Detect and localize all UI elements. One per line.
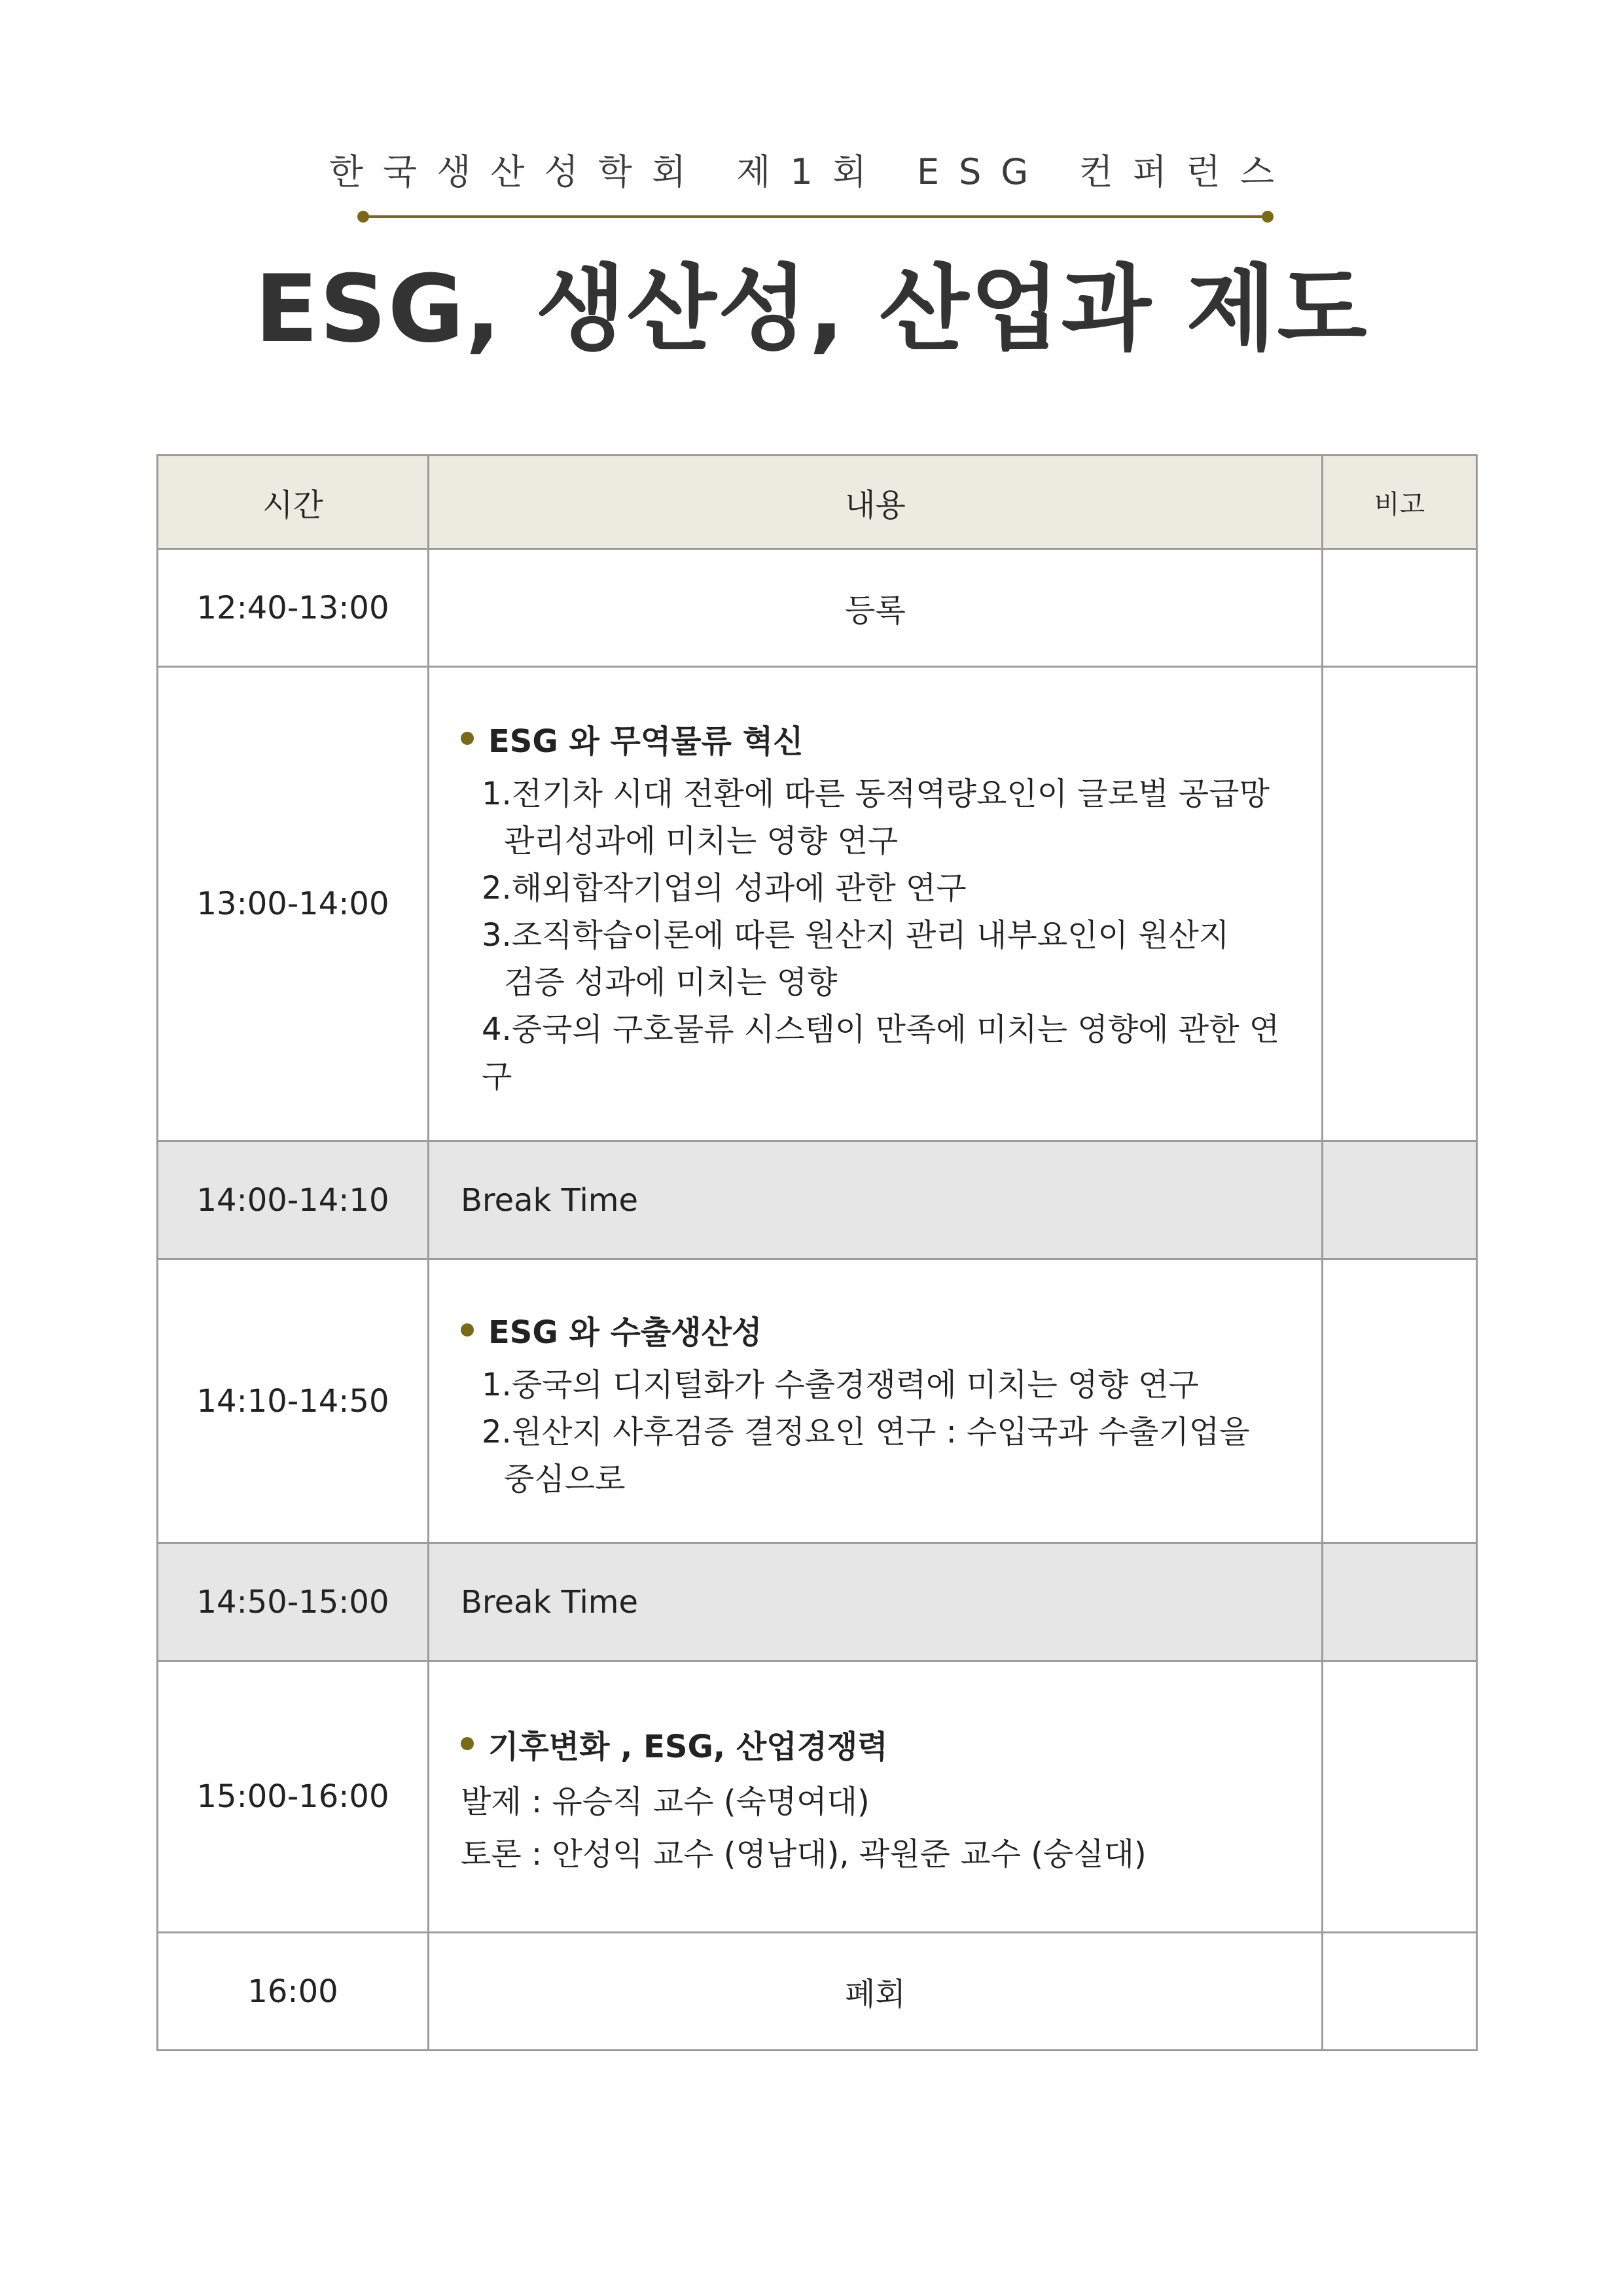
session-heading-text: ESG 와 무역물류 혁신 bbox=[488, 723, 804, 760]
table-row bbox=[158, 549, 1477, 667]
item-line: 2.원산지 사후검증 결정요인 연구 : 수입국과 수출기업을 bbox=[482, 1414, 1250, 1450]
presenter-line: 발제 : 유승직 교수 (숙명여대) bbox=[461, 1783, 870, 1820]
discussant-line: 토론 : 안성익 교수 (영남대), 곽원준 교수 (숭실대) bbox=[461, 1835, 1147, 1873]
table-row bbox=[158, 1259, 1477, 1543]
list-item bbox=[482, 1006, 1308, 1100]
content-cell: 등록 bbox=[429, 549, 1323, 667]
session-heading bbox=[461, 1307, 1308, 1352]
time-cell: 14:00-14:10 bbox=[158, 1141, 429, 1259]
time-cell: 12:40-13:00 bbox=[158, 549, 429, 667]
divider-dot-right bbox=[1262, 211, 1274, 223]
item-line: 관리성과에 미치는 영향 연구 bbox=[504, 822, 899, 859]
item-line: 2.해외합작기업의 성과에 관한 연구 bbox=[482, 869, 967, 906]
item-line: 검증 성과에 미치는 영향 bbox=[504, 963, 838, 1001]
note-cell bbox=[1323, 1661, 1477, 1933]
item-line: 중심으로 bbox=[504, 1461, 626, 1498]
header-time: 시간 bbox=[158, 456, 429, 549]
time-cell: 14:10-14:50 bbox=[158, 1259, 429, 1543]
bullet-icon bbox=[461, 732, 474, 745]
item-line: 1.전기차 시대 전환에 따른 동적역량요인이 글로벌 공급망 bbox=[482, 775, 1270, 812]
bullet-icon bbox=[461, 1737, 474, 1750]
table-row bbox=[158, 1141, 1477, 1259]
session-heading-text: ESG 와 수출생산성 bbox=[488, 1314, 762, 1351]
session-heading bbox=[461, 716, 1308, 761]
list-item bbox=[482, 865, 1308, 912]
schedule-table bbox=[156, 454, 1478, 2051]
table-row bbox=[158, 1933, 1477, 2051]
note-cell bbox=[1323, 1141, 1477, 1259]
conference-subtitle: 한국생산성학회 제1회 ESG 컨퍼런스 bbox=[329, 151, 1294, 192]
item-line: 4.중국의 구호물류 시스템이 만족에 미치는 영향에 관한 연구 bbox=[482, 1011, 1280, 1095]
bullet-icon bbox=[461, 1323, 474, 1336]
time-cell: 15:00-16:00 bbox=[158, 1661, 429, 1933]
content-cell: Break Time bbox=[429, 1141, 1323, 1259]
content-cell bbox=[429, 1661, 1323, 1933]
note-cell bbox=[1323, 667, 1477, 1141]
table-row bbox=[158, 667, 1477, 1141]
list-item bbox=[482, 1408, 1308, 1503]
note-cell bbox=[1323, 549, 1477, 667]
time-cell: 13:00-14:00 bbox=[158, 667, 429, 1141]
list-item bbox=[482, 1361, 1308, 1408]
note-cell bbox=[1323, 1543, 1477, 1661]
list-item bbox=[482, 770, 1308, 865]
content-cell: 폐회 bbox=[429, 1933, 1323, 2051]
content-cell: Break Time bbox=[429, 1543, 1323, 1661]
session-heading bbox=[461, 1721, 1308, 1767]
session-heading-text: 기후변화 , ESG, 산업경쟁력 bbox=[488, 1728, 888, 1765]
table-row bbox=[158, 1661, 1477, 1933]
note-cell bbox=[1323, 1933, 1477, 2051]
header-content: 내용 bbox=[429, 456, 1323, 549]
time-cell: 14:50-15:00 bbox=[158, 1543, 429, 1661]
time-cell: 16:00 bbox=[158, 1933, 429, 2051]
content-cell bbox=[429, 1259, 1323, 1543]
list-item bbox=[482, 912, 1308, 1006]
note-cell bbox=[1323, 1259, 1477, 1543]
title-divider bbox=[364, 215, 1267, 218]
item-line: 1.중국의 디지털화가 수출경쟁력에 미치는 영향 연구 bbox=[482, 1367, 1199, 1403]
item-line: 3.조직학습이론에 따른 원산지 관리 내부요인이 원산지 bbox=[482, 916, 1230, 954]
header-note: 비고 bbox=[1323, 456, 1477, 549]
table-row bbox=[158, 1543, 1477, 1661]
table-header-row bbox=[158, 456, 1477, 549]
content-cell bbox=[429, 667, 1323, 1141]
page-title: ESG, 생산성, 산업과 제도 bbox=[255, 255, 1368, 363]
